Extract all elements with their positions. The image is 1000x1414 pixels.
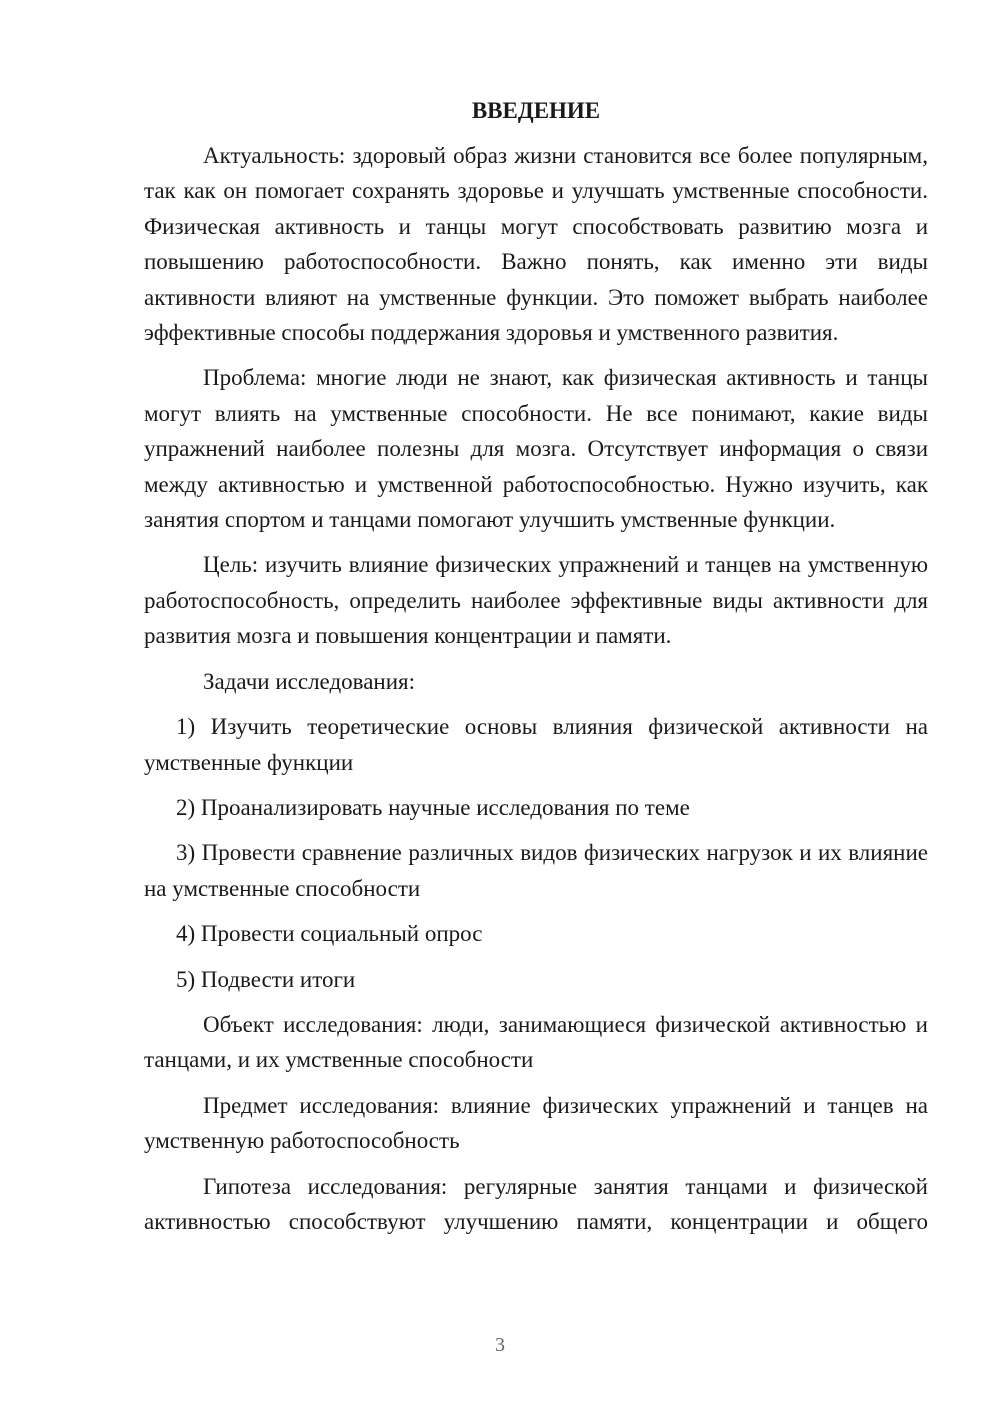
task-item-3: 3) Провести сравнение различных видов физических нагрузок и их влияние на умственные способности — [144, 840, 928, 901]
tasks-heading: Задачи исследования: — [203, 668, 416, 694]
task-item-1: 1) Изучить теоретические основы влияния физической активности на умственные функции — [144, 714, 928, 775]
section-title: ВВЕДЕНИЕ — [471, 98, 601, 123]
task-item-4: 4) Провести социальный опрос — [176, 921, 483, 947]
problem-paragraph: Проблема: многие люди не знают, как физическая активность и танцы могут влиять на умственные способности. Не все понимают, какие виды упражнений наиболее полезны для мозга. Отсутствует информация о связи между активностью и умственной работоспособностью. Нужно изучить, как занятия спортом и танцами помогают улучшить умственные функции. — [144, 365, 928, 533]
hypothesis-paragraph: Гипотеза исследования: регулярные занятия танцами и физической активностью способствуют улучшению памяти, концентрации и общего — [144, 1173, 928, 1234]
relevance-paragraph: Актуальность: здоровый образ жизни становится все более популярным, так как он помогает сохранять здоровье и улучшать умственные способности. Физическая активность и танцы могут способствовать развитию мозга и повышению работоспособности. Важно понять, как именно эти виды активности влияют на умственные функции. Это поможет выбрать наиболее эффективные способы поддержания здоровья и умственного развития. — [144, 143, 928, 346]
subject-paragraph: Предмет исследования: влияние физических упражнений и танцев на умственную работоспособность — [144, 1092, 928, 1154]
page-number: 3 — [495, 1334, 505, 1356]
task-item-5: 5) Подвести итоги — [176, 966, 356, 992]
object-paragraph: Объект исследования: люди, занимающиеся физической активностью и танцами, и их умственные способности — [144, 1011, 928, 1073]
page-content — [144, 93, 928, 1249]
task-item-2: 2) Проанализировать научные исследования по теме — [176, 794, 690, 820]
goal-paragraph: Цель: изучить влияние физических упражнений и танцев на умственную работоспособность, определить наиболее эффективные виды активности для развития мозга и повышения концентрации и памяти. — [144, 552, 928, 649]
